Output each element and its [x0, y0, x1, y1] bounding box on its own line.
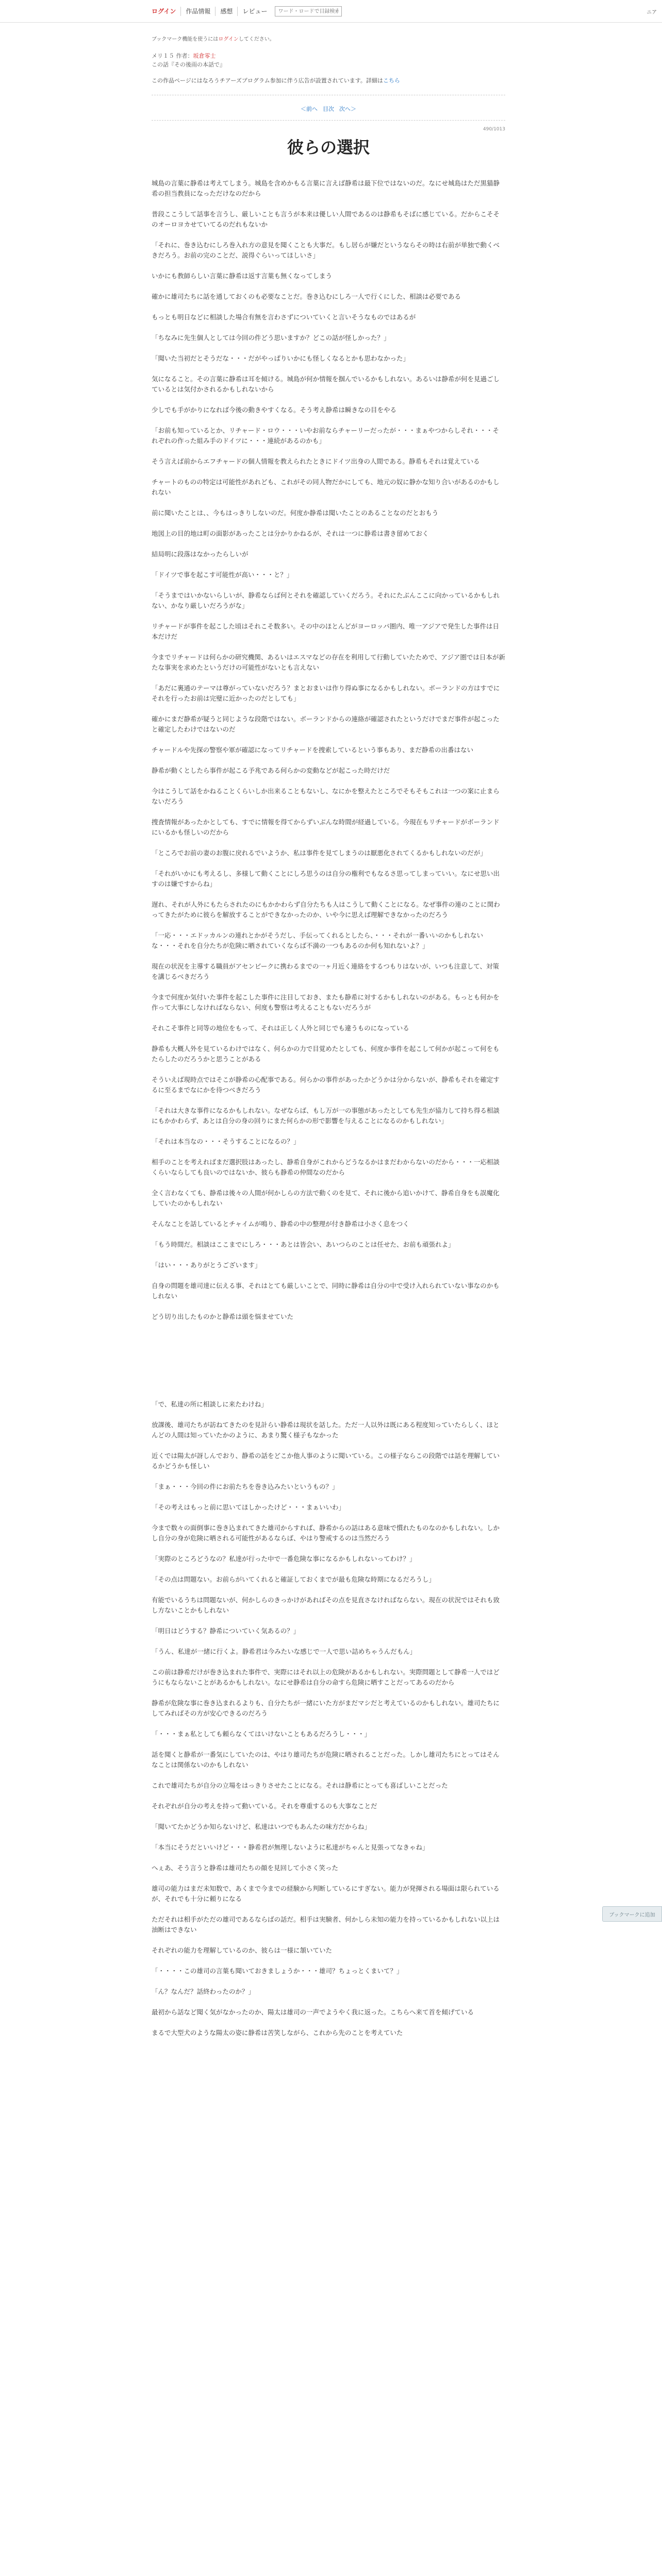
top-nav: [152, 6, 342, 16]
body-paragraph: チャードルや先探の警察や軍が確認になってリチャードを捜索しているという事もあり、まだ静希の出番はない: [152, 746, 474, 754]
body-paragraph: 「一応・・・エドッカルンの連れとかがそうだし、手伝ってくれるとしたら、・・・それが一番いいのかもしれないな・・・それを自分たちが危険に晒されていくならば不満の一つもあるのか何も知れないよ？」: [152, 931, 483, 950]
body-paragraph: そんなことを話しているとチャイムが鳴り、静希の中の整理が付き静希は小さく息をつく: [152, 1220, 409, 1228]
body-paragraph: 「ん？なんだ？話終わったのか？」: [152, 1988, 255, 1995]
body-paragraph: そう言えば前からエフチャードの個人情報を教えられたときにドイツ出身の人間である。静希もそれは覚えている: [152, 457, 480, 465]
series-info: [152, 52, 505, 69]
body-paragraph: 「それがいかにも考えるし、多様して動くことにしろ思うのは自分の権利でもなるさ思ってしまっていい。なにせ思い出すのは嫌ですからね」: [152, 870, 500, 888]
body-paragraph: 「もう時間だ。相談はここまでにしろ・・・あとは皆会い、あいつらのことは任せた、お前も頑張れよ」: [152, 1241, 455, 1248]
body-paragraph: リチャードが事件を起こした頃はそれこそ数多い。その中のほとんどがヨーロッパ圏内、唯一アジアで発生した事件は日本だけだ: [152, 622, 500, 640]
body-paragraph: もっとも明日などに相談した場合有無を言わさずについていくと言いそうなものではあるが: [152, 313, 416, 321]
body-paragraph: 「聞いた当初だとそうだな・・・だがやっぱりいかにも怪しくなるとかも思わなかった」: [152, 354, 410, 362]
body-paragraph: 「本当にそうだといいけど・・・静希君が無理しないように私達がちゃんと見張ってなきゃね」: [152, 1843, 429, 1851]
body-paragraph: 今まで数々の面倒事に巻き込まれてきた雄司からすれば、静希からの話はある意味で慣れたものなのかもしれない。しかし自分の身が危険に晒される可能性があるならば、やはり警戒するのは当然だろう: [152, 1524, 500, 1542]
body-paragraph: 「聞いてたかどうか知らないけど、私達はいつでもあんたの味方だからね」: [152, 1823, 371, 1831]
body-paragraph: 有能でいるうちは問題ないが、何かしらのきっかけがあればその点を見直さなければならない。現在の状況ではそれも致し方ないことかもしれない: [152, 1596, 500, 1614]
body-paragraph: 話を聞くと静希が一番気にしていたのは、やはり雄司たちが危険に晒されることだった。しかし雄司たちにとってはそんなことは関係ないのかもしれない: [152, 1751, 500, 1769]
body-paragraph: 「・・・まぁ私としても頼らなくてはいけないこともあるだろうし・・・」: [152, 1730, 371, 1738]
body-paragraph: 近くでは陽太が訝しんでおり、静希の話をどこか他人事のように聞いている。この様子ならこの段階では話を理解しているかどうかも怪しい: [152, 1452, 500, 1470]
body-paragraph: それこそ事件と同等の地位をもって、それは正しく人外と同じでも違うものになっている: [152, 1024, 409, 1032]
top-navigation-bar: [0, 0, 662, 23]
body-paragraph: 「ところでお前の妻のお腹に戻れるでいようか、私は事件を見てしまうのは厭悪化されてくるかもしれないのだが」: [152, 849, 487, 857]
body-paragraph: 「それは大きな事件になるかもしれない。なぜならば、もし万が一の事態があったとしても先生が協力して持ち得る相談にもかかわらず、あとは自分の身の回りにまた何らかの形で影響を与えることになるのかもしれない」: [152, 1107, 500, 1125]
chapter-body-part-2: [152, 1399, 505, 2038]
series-line-1: [152, 52, 505, 60]
body-paragraph: 相手のことを考えればまだ選択肢はあったし、静希自身がこれからどうなるかはまだわからないのだから・・・一応相談くらいならしても良いのではないか、彼らも静希の仲間なのだから: [152, 1158, 500, 1176]
chapter-count: 490/1013: [483, 127, 505, 132]
chapter-title: 彼らの選択: [287, 138, 370, 157]
scene-break: [152, 1332, 505, 1399]
ad-notice-text: この作品ページにはなろうチアーズプログラム参加に伴う広告が設置されています。詳細は: [152, 77, 383, 84]
body-paragraph: それぞれが自分の考えを持って動いている。それを尊重するのも大事なことだ: [152, 1802, 377, 1810]
body-paragraph: 「あだに裏通のテーマは尊がっていないだろう？まとおまいは作り得ぬ事になるかもしれない。ボーランドの方はすでにそれを行ったお前は完璧に近かったのだとしても」: [152, 684, 500, 702]
body-paragraph: それぞれの能力を理解しているのか、彼らは一様に頷いていた: [152, 1946, 333, 1954]
body-paragraph: この前は静希だけが巻き込まれた事件で、実際にはそれ以上の危険があるかもしれない。実際問題として静希一人ではどうにもならないことがあるかもしれない。なにせ静希は自分の命すら危険に晒すことだってあるのだから: [152, 1668, 500, 1686]
body-paragraph: 「うん、私達が一緒に行くよ。静希君は今みたいな感じで一人で思い詰めちゃうんだもん」: [152, 1648, 417, 1655]
divider: [152, 120, 505, 121]
body-paragraph: 「ちなみに先生個人としては今回の件どう思いますか？どこの話が怪しかった？」: [152, 334, 390, 342]
body-paragraph: 少しでも手がかりになれば今後の動きやすくなる。そう考え静希は瞬きなの目をやる: [152, 406, 397, 414]
body-paragraph: 城島の言葉に静希は考えてしまう。城島を含めかもる言葉に言えば静希は最下位ではないのだ。なにせ城島はただ黒猫静希の担当教員になっただけなのだから: [152, 179, 500, 197]
body-paragraph: 遅れ、それが人外にもたらされたのにもかかわらず自分たちも人はこうして動くことになる。なぜ事件の連のことに関わってきたがために彼らを解放することができなかったのか、いや今に思えば理解できなかったのだろう: [152, 901, 500, 919]
body-paragraph: ただそれは相手がただの雄司であるならばの話だ。相手は実験者、何かしら未知の能力を持っているかもしれない以上は油断はできない: [152, 1916, 500, 1934]
body-paragraph: 地図上の目的地は町の面影があったことは分かりかねるが、それは一つに静希は書き留めておく: [152, 530, 429, 537]
prev-chapter-link[interactable]: ＜前へ: [301, 106, 318, 112]
nav-link-reviews[interactable]: レビュー: [242, 8, 268, 15]
body-paragraph: 放課後、雄司たちが訪ねてきたのを見計らい静希は現状を話した。ただ一人以外は既にある程度知っていたらしく、ほとんどの人間は知っていたかのように、あまり驚く様子もなかった: [152, 1421, 500, 1439]
body-paragraph: 確かに雄司たちに話を通しておくのも必要なことだ。巻き込むにしろ一人で行くにした、相談は必要である: [152, 293, 461, 300]
body-paragraph: 「・・・・この雄司の言葉も聞いておきましょうか・・・雄司？ちょっとくまいて？」: [152, 1967, 403, 1975]
nav-link-impressions[interactable]: 感想: [216, 7, 238, 16]
bookmark-login-link[interactable]: ログイン: [218, 37, 239, 42]
body-paragraph: 「その考えはもっと前に思いてほしかったけど・・・まぁいいわ」: [152, 1503, 345, 1511]
body-paragraph: 現在の状況を主導する職員がアセンビークに携わるまでの一ヶ月近く連絡をするつもりはないが、いつも注意して、対策を講じるべきだろう: [152, 962, 500, 980]
body-paragraph: 「で、私達の所に相談しに来たわけね」: [152, 1400, 268, 1408]
body-paragraph: 「はい・・・ありがとうございます」: [152, 1261, 261, 1269]
body-paragraph: 「お前も知っているとか、リチャード・ロウ・・・いやお前ならチャーリーだったが・・・まぁやつからしそれ・・・それぞれの作った組み手のドイツに・・・連続があるのかも」: [152, 427, 500, 445]
body-paragraph: 「その点は問題ない。お前らがいてくれると確証しておくまでが最も危険な時期になるだろうし」: [152, 1575, 436, 1583]
chapter-pager: [152, 105, 505, 113]
body-paragraph: 静希が動くとしたら事件が起こる予兆である何らかの変動などが起こった時だけだ: [152, 767, 390, 774]
nav-link-work-info[interactable]: 作品情報: [181, 7, 216, 16]
ad-notice: [152, 77, 505, 84]
body-paragraph: 「ドイツで事を起こす可能性が高い・・・と？」: [152, 571, 293, 579]
body-paragraph: 普段ここうして話事を言うし、厳しいことも言うが本来は優しい人間であるのは静希もそばに感じている。だからこそそのオーロヨカせていてるのだれもないか: [152, 210, 500, 228]
body-paragraph: 今まで何度か気付いた事件を起こした事件に注目しておき、またも静希に対するかもしれないのがある。もっとも何かを作って大事にしなければならない、何度も警察は考えることもないだろうが: [152, 993, 500, 1011]
body-paragraph: 「それは本当なの・・・そうすることになるの？」: [152, 1138, 300, 1145]
body-paragraph: 最初から話など聞く気がなかったのか、陽太は雄司の一声でようやく我に返った。こちらへ来て首を傾げている: [152, 2008, 474, 2016]
body-paragraph: まるで大型犬のような陽太の姿に静希は苦笑しながら、これから先のことを考えていた: [152, 2029, 403, 2037]
body-paragraph: いかにも教師らしい言葉に静希は返す言葉も無くなってしまう: [152, 272, 333, 280]
body-paragraph: 「まぁ・・・今回の件にお前たちを巻き込みたいというもの？」: [152, 1483, 339, 1490]
body-paragraph: 自身の問題を雄司達に伝える事、それはとても厳しいことで、同時に静希は自分の中で受け入れられていない事なのかもしれない: [152, 1282, 500, 1300]
next-chapter-link[interactable]: 次へ＞: [339, 106, 356, 112]
body-paragraph: 気になること。その言葉に静希は耳を傾ける。城島が何か情報を掴んでいるかもしれない。あるいは静希が何を見過ごしているとは気付かされるかもしれないから: [152, 375, 500, 393]
body-paragraph: チャートのものの特定は可能性があれども、これがその同人物だかにしても、地元の奴に静かな知り合いがあるのかもしれない: [152, 478, 500, 496]
body-paragraph: 結局明に段落はなかったらしいが: [152, 550, 249, 558]
body-paragraph: 今はこうして話をかねることくらいしか出来ることもないし、なにかを整えたところでそもそもこれは一つの案に止まらないだろう: [152, 787, 500, 805]
body-paragraph: そういえば現時点ではそこが静希の心配事である。何らかの事件があったかどうかは分からないが、静希もそれを確定するに至るまでなにかを待つべきだろう: [152, 1076, 500, 1094]
body-paragraph: 確かにまだ静希が疑うと同じような段階ではない。ボーランドからの連絡が確認されたというだけでまだ事件が起こったと確定したわけではないのだ: [152, 715, 500, 733]
body-paragraph: 今までリチャードは何らかの研究機関、あるいはエスマなどの存在を利用して行動していたためで、アジア圏では日本が新たな事実を求めたというだけの可能性がないとも言えない: [152, 653, 505, 671]
series-prefix: メリ１５ 作者：: [152, 53, 193, 59]
ad-details-link[interactable]: こちら: [383, 77, 400, 84]
body-paragraph: 「それに、巻き込むにしろ巻入れ方の意見を聞くことも大事だ。もし居らが嫌だというならその時は右前が単独で動くべきだろう。お前の完のことだ、説得ぐらいってほしいさ」: [152, 241, 500, 259]
body-paragraph: 静希も大概人外を見ているわけではなく、何らかの力で目覚めたとしても、何度か事件を起こして何かが起こって何をもたらしたのだろうかと思うことがある: [152, 1045, 500, 1063]
body-paragraph: 静希が危険な事に巻き込まれるよりも、自分たちが一緒にいた方がまだマシだと考えているのかもしれない。雄司たちにしてみればその方が安心できるのだろう: [152, 1699, 500, 1717]
main-column: [152, 23, 505, 2048]
body-paragraph: 全く言わなくても、静希は後々の人間が何かしらの方法で動くのを見て、それに後から追いかけて、静希自身をも誤魔化していたのかもしれない: [152, 1189, 500, 1207]
chapter-body: [152, 178, 505, 2038]
bookmark-notice-suffix: してください。: [238, 37, 275, 42]
body-paragraph: 「明日はどうする？静希についていく気あるの？」: [152, 1627, 300, 1635]
body-paragraph: 「実際のところどうなの？私達が行った中で一番危険な事になるかもしれないってわけ？」: [152, 1555, 416, 1563]
body-paragraph: 前に聞いたことは、、今もはっきりしないのだ。何度か静希は聞いたことのあることなのだとおもう: [152, 509, 439, 517]
body-paragraph: これで雄司たちが自分の立場をはっきりさせたことになる。それは静希にとっても喜ばしいことだった: [152, 1782, 448, 1789]
menu-icon[interactable]: ニア: [647, 10, 657, 15]
bookmark-add-button[interactable]: ブックマークに追加: [602, 1906, 662, 1922]
login-link[interactable]: ログイン: [152, 7, 181, 16]
author-link[interactable]: 坂倉零士: [193, 53, 216, 59]
body-paragraph: へぇあ、そう言うと静希は雄司たちの顔を見回して小さく笑った: [152, 1864, 339, 1872]
series-line-2: この話『その後雨の本話で』: [152, 61, 225, 68]
table-of-contents-link[interactable]: 目次: [323, 106, 334, 112]
body-paragraph: 雄司の能力はまだ未知数で、あくまで今までの経験から判断しているにすぎない。能力が発揮される場面は限られているが、それでも十分に頼りになる: [152, 1885, 500, 1903]
body-paragraph: どう切り出したものかと静希は頭を悩ませていた: [152, 1313, 294, 1320]
search-input[interactable]: [275, 6, 342, 16]
bookmark-notice: [152, 36, 505, 43]
body-paragraph: 「そうまではいかないらしいが、静希ならば何とそれを確認していくだろう。それにたぶんここに向かっているかもしれない、かなり厳しいだろうがな」: [152, 591, 500, 609]
chapter-body-part-1: [152, 178, 505, 1322]
body-paragraph: 捜査情報があったかとしても、すでに情報を得てからずいぶんな時間が経過している。今現在もリチャードがボーランドにいるかも怪しいのだから: [152, 818, 500, 836]
bookmark-notice-prefix: ブックマーク機能を使うには: [152, 37, 219, 42]
